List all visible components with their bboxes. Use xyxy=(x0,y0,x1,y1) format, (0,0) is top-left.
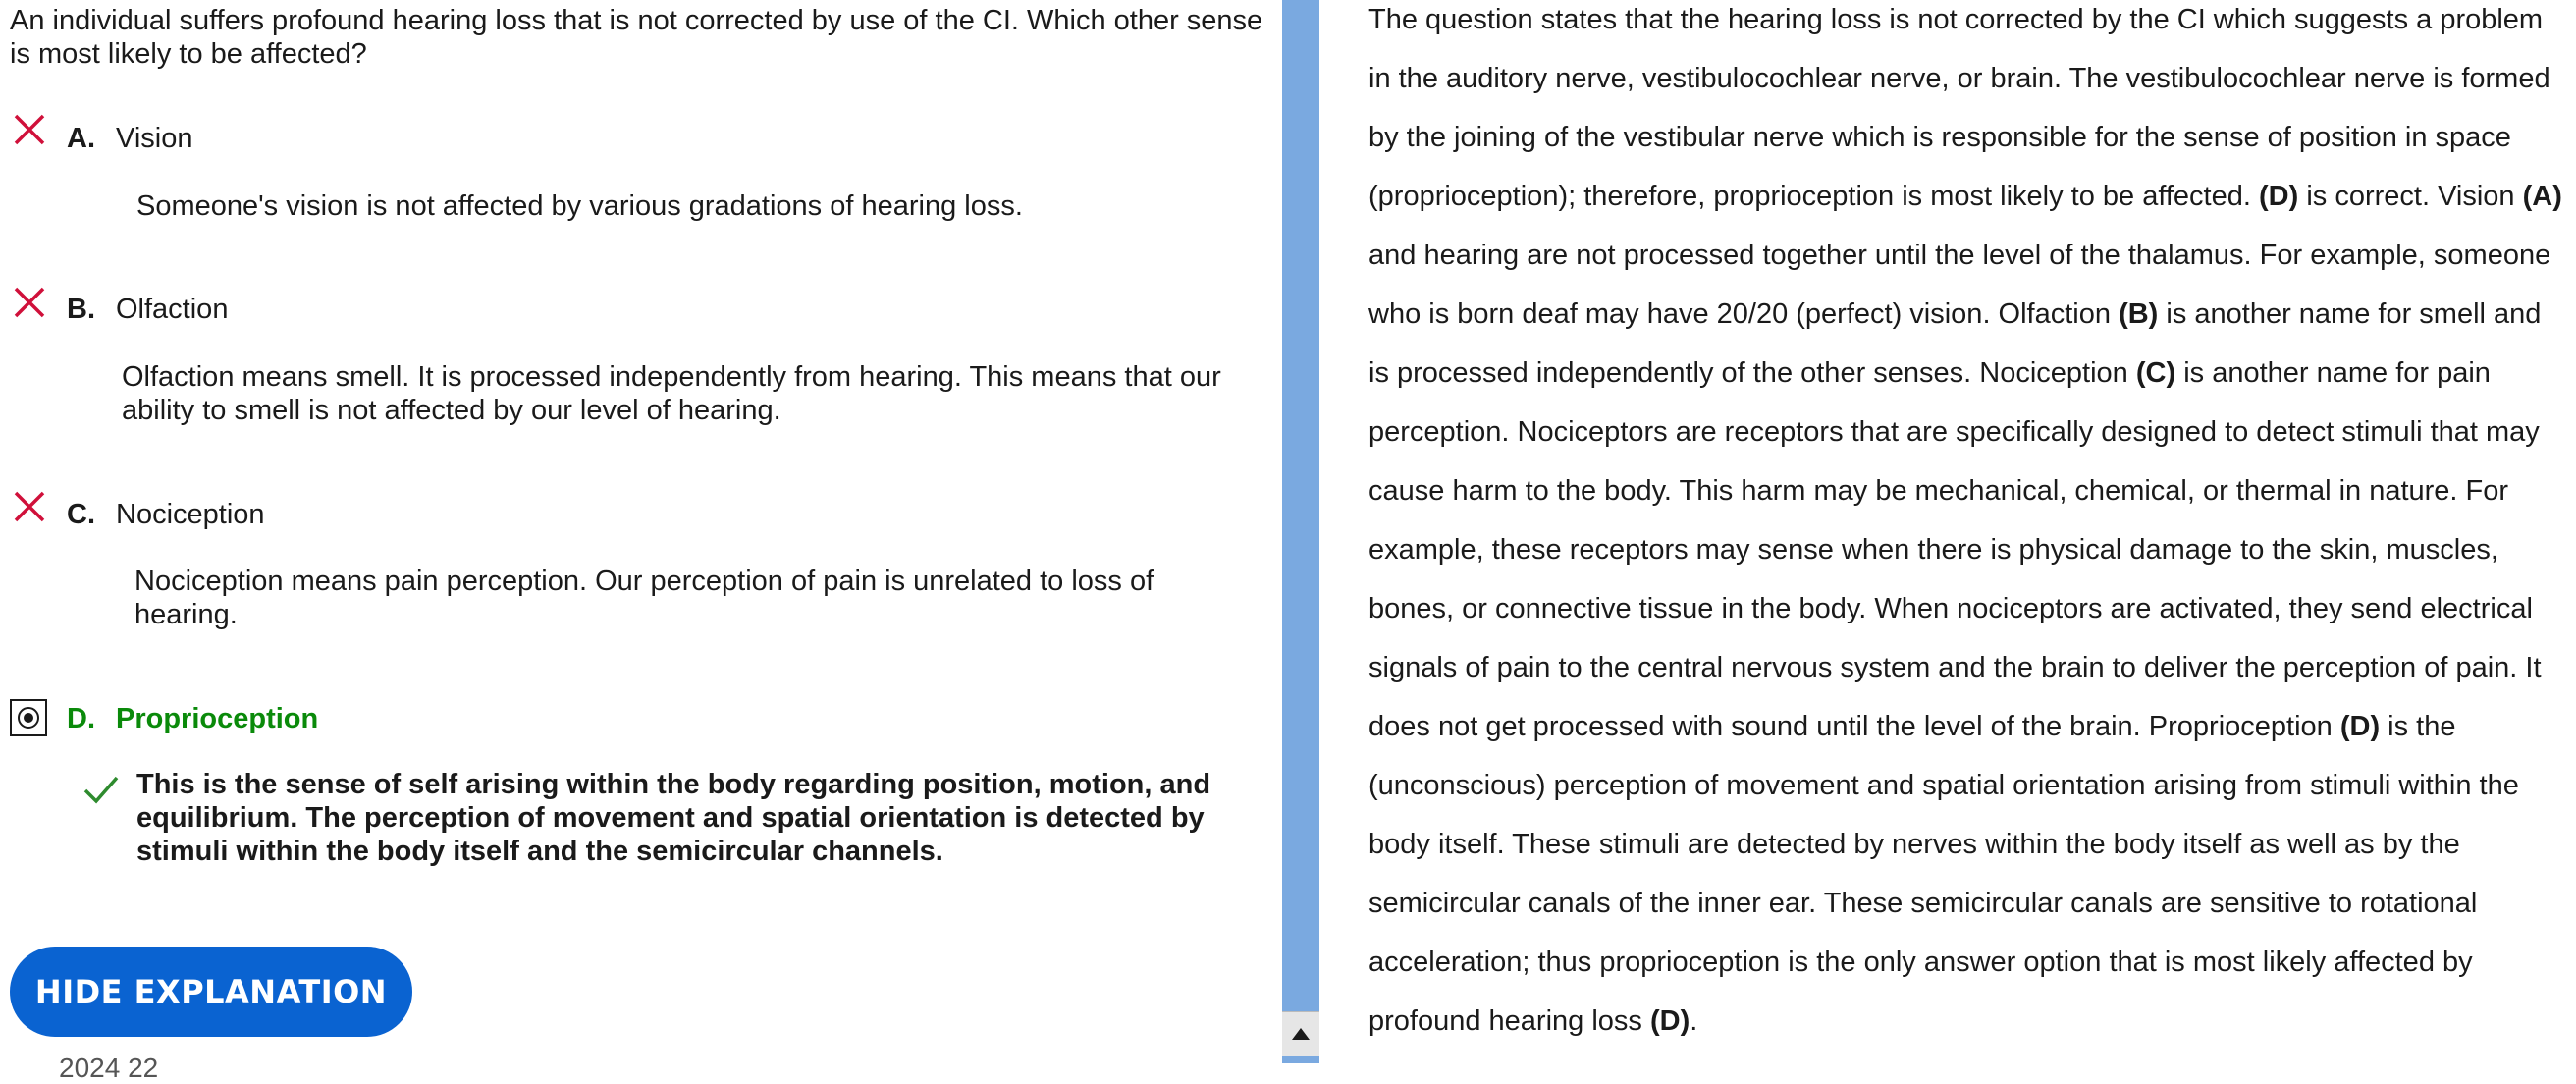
explanation-segment: is correct. Vision xyxy=(2298,181,2523,212)
explanation-segment: is another name for smell and is processed independently of the other senses. Nociception xyxy=(1368,298,2542,389)
answer-reference: (A) xyxy=(2522,181,2562,212)
question-panel xyxy=(0,0,1276,1083)
scroll-up-arrow-icon[interactable] xyxy=(1282,1011,1319,1056)
footer-text: 2024 22 xyxy=(59,1053,159,1083)
option-explanation: Someone's vision is not affected by various gradations of hearing loss. xyxy=(136,190,1023,222)
option-label: Olfaction xyxy=(116,294,229,325)
question-text: An individual suffers profound hearing loss that is not corrected by use of the CI. Which other sense is most likely to be affected? xyxy=(10,5,1263,70)
option-label: Proprioception xyxy=(116,703,319,734)
option-label: Vision xyxy=(116,123,193,154)
option-letter: A. xyxy=(67,123,95,154)
option-label: Nociception xyxy=(116,499,265,530)
option-explanation: Nociception means pain perception. Our perception of pain is unrelated to loss of hearing. xyxy=(134,566,1154,630)
hide-explanation-button[interactable]: HIDE EXPLANATION xyxy=(10,947,412,1037)
explanation-panel xyxy=(1368,0,2568,1063)
option-letter: C. xyxy=(67,499,95,530)
answer-reference: (D) xyxy=(1649,1005,1690,1037)
option-explanation: Olfaction means smell. It is processed independently from hearing. This means that our ability to smell is not affected by our level of hearing. xyxy=(122,361,1221,426)
explanation-segment: is the (unconscious) perception of movement and spatial orientation arising from stimuli within the body itself. These stimuli are detected by nerves within the body itself as well as by the semicircular canals of the inner ear. These semicircular canals are sensitive to rotational acceleration; thus proprioception is the only answer option that is most likely affected by profound hearing loss xyxy=(1368,711,2519,1037)
close-icon xyxy=(12,112,47,147)
explanation-segment: The question states that the hearing loss is not corrected by the CI which suggests a problem in the auditory nerve, vestibulocochlear nerve, or brain. The vestibulocochlear nerve is formed by the joining of the vestibular nerve which is responsible for the sense of position in space (proprioception); therefore, proprioception is most likely to be affected. xyxy=(1368,4,2550,212)
scrollbar[interactable] xyxy=(1282,0,1319,1063)
close-icon xyxy=(12,489,47,524)
explanation-segment: . xyxy=(1690,1005,1698,1037)
option-letter: D. xyxy=(67,703,95,734)
checkmark-icon xyxy=(82,774,120,805)
option-letter: B. xyxy=(67,294,95,325)
answer-reference: (D) xyxy=(2259,181,2299,212)
answer-reference: (B) xyxy=(2119,298,2159,330)
explanation-segment: and hearing are not processed together until the level of the thalamus. For example, someone who is born deaf may have 20/20 (perfect) vision. Olfaction xyxy=(1368,240,2551,330)
explanation-segment: is another name for pain perception. Nociceptors are receptors that are specifically designed to detect stimuli that may cause harm to the body. This harm may be mechanical, chemical, or thermal in nature. For example, these receptors may sense when there is physical damage to the skin, muscles, bones, or connective tissue in the body. When nociceptors are activated, they send electrical signals of pain to the central nervous system and the brain to deliver the perception of pain. It does not get processed with sound until the level of the brain. Proprioception xyxy=(1368,357,2542,742)
radio-selected-icon[interactable] xyxy=(10,699,47,736)
answer-reference: (C) xyxy=(2135,357,2176,389)
explanation-text xyxy=(1368,0,2568,1051)
answer-reference: (D) xyxy=(2339,711,2381,742)
close-icon xyxy=(12,285,47,320)
option-explanation: This is the sense of self arising within the body regarding position, motion, and equilibrium. The perception of movement and spatial orientation is detected by stimuli within the body itself and the semicircular channels. xyxy=(136,769,1211,867)
